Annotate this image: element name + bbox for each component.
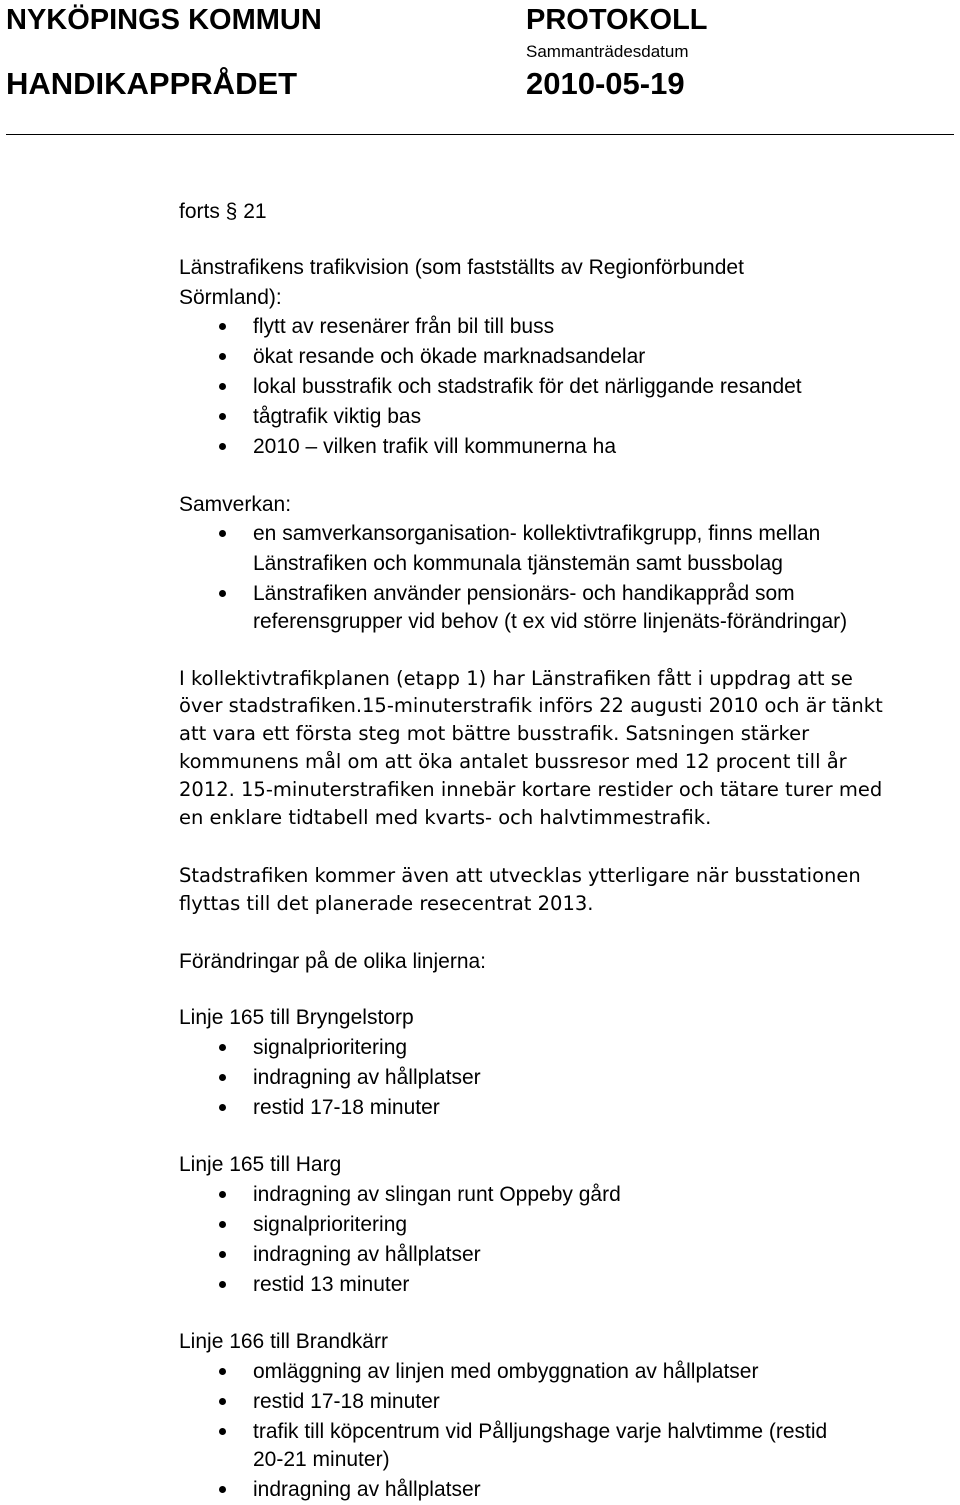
bullet-icon	[219, 1221, 226, 1228]
linje-165-harg-item: indragning av slingan runt Oppeby gård	[253, 1183, 621, 1206]
bullet-icon	[219, 353, 226, 360]
meeting-date: 2010-05-19	[526, 66, 685, 101]
bullet-icon	[219, 413, 226, 420]
trafikvision-intro-line1: Länstrafikens trafikvision (som fastställts av Regionförbundet	[179, 256, 744, 279]
linje-166-brandkarr-item3-line2: 20-21 minuter)	[253, 1448, 390, 1471]
bullet-icon	[219, 1104, 226, 1111]
samverkan-item1-line1: en samverkansorganisation- kollektivtrafikgrupp, finns mellan	[253, 522, 821, 545]
bullet-icon	[219, 1044, 226, 1051]
trafikvision-intro-line2: Sörmland):	[179, 286, 282, 309]
header-divider	[6, 134, 954, 135]
linje-166-brandkarr-item: indragning av hållplatser	[253, 1478, 481, 1501]
trafikvision-item: flytt av resenärer från bil till buss	[253, 315, 555, 338]
linje-166-brandkarr-heading: Linje 166 till Brandkärr	[179, 1330, 388, 1353]
organization-name: NYKÖPINGS KOMMUN	[6, 4, 322, 36]
trafikvision-item: 2010 – vilken trafik vill kommunerna ha	[253, 435, 617, 458]
trafikvision-item: tågtrafik viktig bas	[253, 405, 422, 428]
linje-166-brandkarr-item: restid 17-18 minuter	[253, 1390, 440, 1413]
plan-paragraph-line: en enklare tidtabell med kvarts- och halvtimmestrafik.	[179, 806, 712, 829]
stadstrafiken-line: flyttas till det planerade resecentrat 2013.	[179, 892, 594, 915]
samverkan-heading: Samverkan:	[179, 493, 292, 516]
linje-165-bryngelstorp-item: indragning av hållplatser	[253, 1066, 481, 1089]
bullet-icon	[219, 1486, 226, 1493]
section-reference: forts § 21	[179, 200, 267, 223]
bullet-icon	[219, 383, 226, 390]
bullet-icon	[219, 1191, 226, 1198]
bullet-icon	[219, 1281, 226, 1288]
linje-165-harg-item: restid 13 minuter	[253, 1273, 410, 1296]
document-type: PROTOKOLL	[526, 4, 708, 36]
plan-paragraph-line: I kollektivtrafikplanen (etapp 1) har Länstrafiken fått i uppdrag att se	[179, 667, 853, 690]
trafikvision-item: lokal busstrafik och stadstrafik för det närliggande resandet	[253, 375, 802, 398]
linje-165-harg-item: signalprioritering	[253, 1213, 408, 1236]
bullet-icon	[219, 1368, 226, 1375]
linje-165-harg-item: indragning av hållplatser	[253, 1243, 481, 1266]
trafikvision-item: ökat resande och ökade marknadsandelar	[253, 345, 646, 368]
linje-165-bryngelstorp-heading: Linje 165 till Bryngelstorp	[179, 1006, 414, 1029]
samverkan-item1-line2: Länstrafiken och kommunala tjänstemän samt bussbolag	[253, 552, 783, 575]
changes-heading: Förändringar på de olika linjerna:	[179, 950, 487, 973]
linje-166-brandkarr-item: omläggning av linjen med ombyggnation av hållplatser	[253, 1360, 759, 1383]
bullet-icon	[219, 590, 226, 597]
linje-166-brandkarr-item3-line1: trafik till köpcentrum vid Pålljungshage varje halvtimme (restid	[253, 1420, 828, 1443]
bullet-icon	[219, 1428, 226, 1435]
bullet-icon	[219, 323, 226, 330]
linje-165-bryngelstorp-item: signalprioritering	[253, 1036, 408, 1059]
linje-165-bryngelstorp-item: restid 17-18 minuter	[253, 1096, 440, 1119]
samverkan-item2-line1: Länstrafiken använder pensionärs- och handikappråd som	[253, 582, 795, 605]
plan-paragraph-line: 2012. 15-minuterstrafiken innebär kortare restider och tätare turer med	[179, 778, 883, 801]
bullet-icon	[219, 1074, 226, 1081]
meeting-date-label: Sammanträdesdatum	[526, 42, 689, 61]
plan-paragraph-line: att vara ett första steg mot bättre busstrafik. Satsningen stärker	[179, 722, 810, 745]
bullet-icon	[219, 1251, 226, 1258]
plan-paragraph-line: kommunens mål om att öka antalet bussresor med 12 procent till år	[179, 750, 847, 773]
council-name: HANDIKAPPRÅDET	[6, 66, 298, 101]
bullet-icon	[219, 1398, 226, 1405]
samverkan-item2-line2: referensgrupper vid behov (t ex vid större linjenäts-förändringar)	[253, 610, 848, 633]
bullet-icon	[219, 443, 226, 450]
plan-paragraph-line: över stadstrafiken.15-minuterstrafik införs 22 augusti 2010 och är tänkt	[179, 694, 883, 717]
linje-165-harg-heading: Linje 165 till Harg	[179, 1153, 342, 1176]
bullet-icon	[219, 530, 226, 537]
stadstrafiken-line: Stadstrafiken kommer även att utvecklas ytterligare när busstationen	[179, 864, 861, 887]
